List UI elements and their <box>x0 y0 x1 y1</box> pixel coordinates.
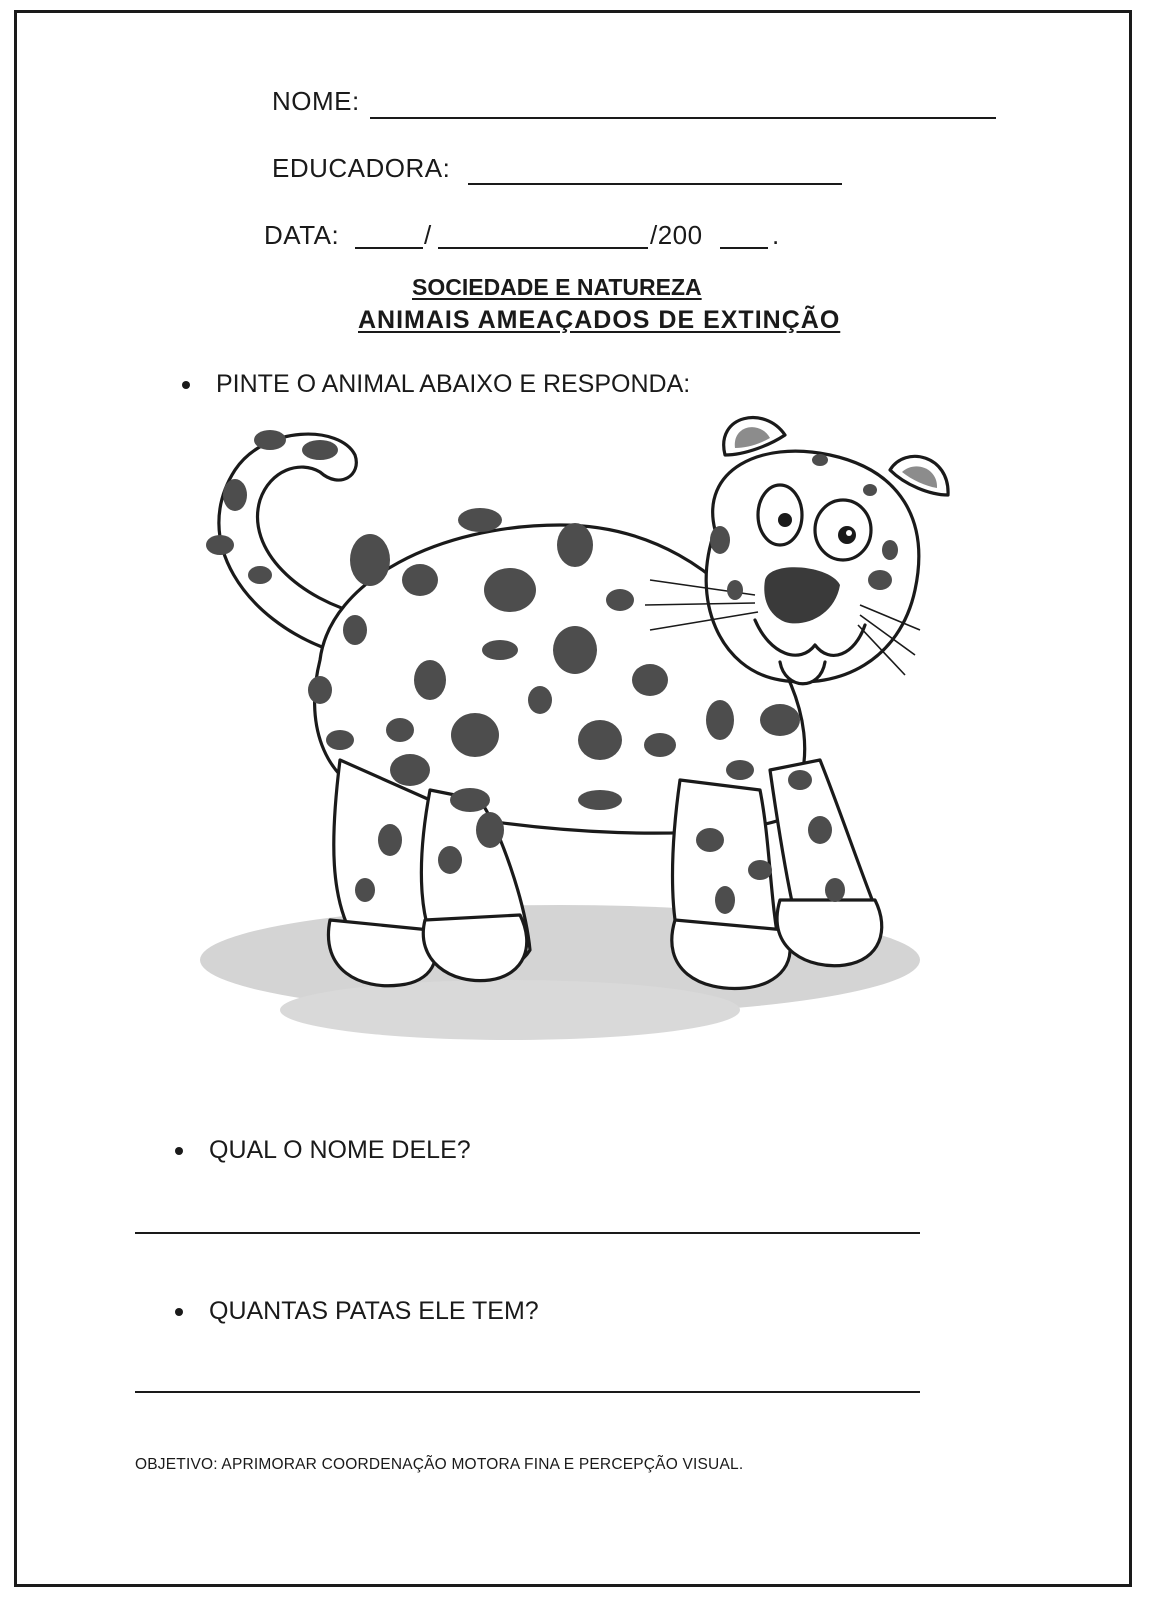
date-label: DATA: <box>264 220 340 250</box>
bullet-icon <box>182 381 190 389</box>
answer-2-line[interactable] <box>135 1391 920 1393</box>
eye-left <box>758 485 802 545</box>
educator-line[interactable] <box>468 183 842 185</box>
objective-footer: OBJETIVO: APRIMORAR COORDENAÇÃO MOTORA FINA E PERCEPÇÃO VISUAL. <box>135 1456 744 1473</box>
question-1 <box>175 1136 471 1165</box>
question-1-text: QUAL O NOME DELE? <box>209 1136 471 1164</box>
educator-label: EDUCADORA: <box>272 153 451 183</box>
name-line[interactable] <box>370 117 996 119</box>
topic-heading: ANIMAIS AMEAÇADOS DE EXTINÇÃO <box>358 306 841 334</box>
date-end: . <box>772 220 780 250</box>
bullet-icon <box>175 1147 183 1155</box>
jaguar-icon <box>180 400 980 1090</box>
subject-heading: SOCIEDADE E NATUREZA <box>412 274 702 300</box>
date-separator-1: / <box>424 220 432 250</box>
date-separator-2: /200 <box>650 220 703 250</box>
date-year-line[interactable] <box>720 247 768 249</box>
name-label: NOME: <box>272 86 360 116</box>
answer-1-line[interactable] <box>135 1232 920 1234</box>
jaguar-illustration[interactable] <box>180 400 980 1090</box>
date-month-line[interactable] <box>438 247 648 249</box>
date-day-line[interactable] <box>355 247 423 249</box>
paint-instruction <box>182 370 690 399</box>
bullet-icon <box>175 1308 183 1316</box>
paint-instruction-text: PINTE O ANIMAL ABAIXO E RESPONDA: <box>216 370 691 398</box>
question-2-text: QUANTAS PATAS ELE TEM? <box>209 1297 539 1325</box>
question-2 <box>175 1297 539 1326</box>
